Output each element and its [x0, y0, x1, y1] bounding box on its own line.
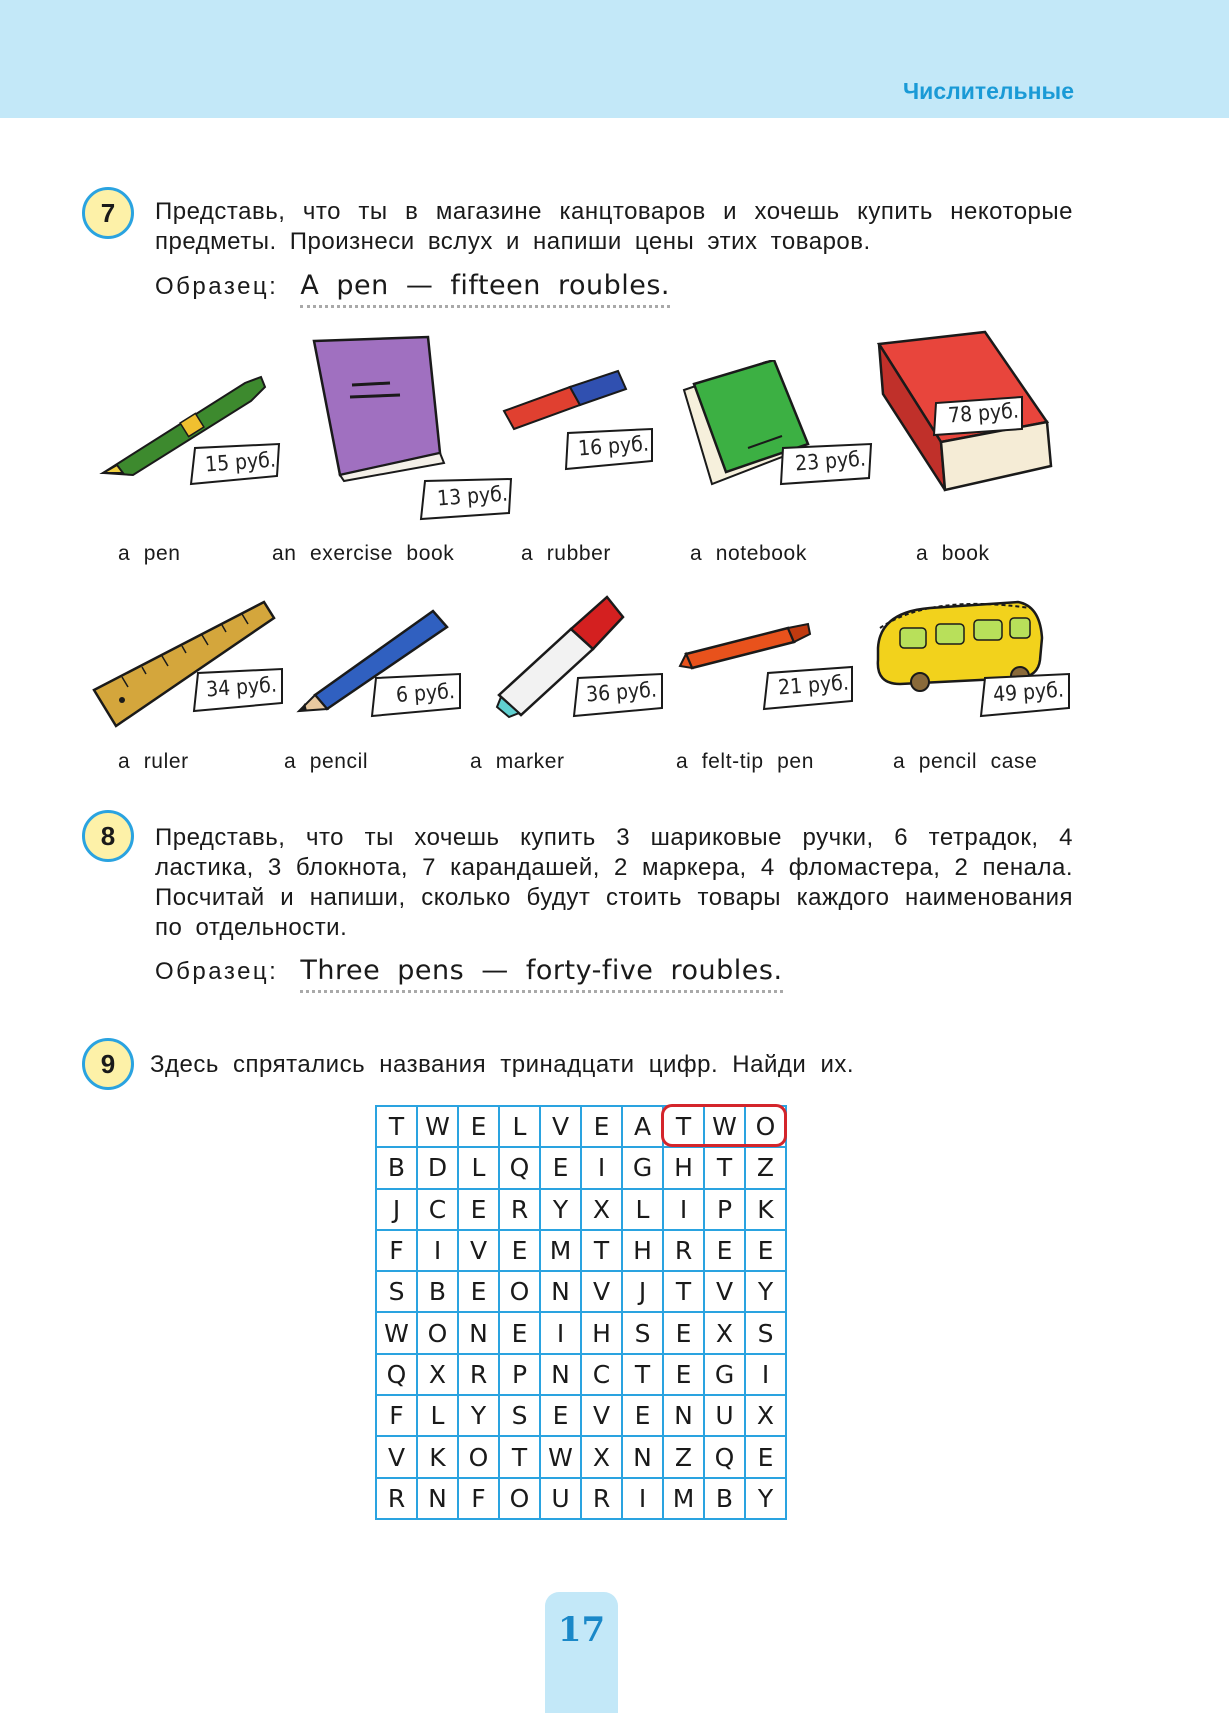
grid-cell[interactable]: N [623, 1437, 664, 1478]
task-9-text: Здесь спрятались названия тринадцати цифр. Найди их. [150, 1051, 855, 1078]
grid-cell[interactable]: I [623, 1479, 664, 1520]
grid-cell[interactable]: E [664, 1355, 705, 1396]
task-7-sample [155, 270, 670, 308]
grid-cell[interactable]: V [459, 1231, 500, 1272]
price-label: 49 руб. [992, 677, 1065, 707]
grid-cell[interactable]: K [418, 1437, 459, 1478]
task-number-9: 9 [82, 1038, 134, 1090]
grid-cell[interactable]: I [541, 1313, 582, 1354]
grid-cell[interactable]: G [705, 1355, 746, 1396]
grid-cell[interactable]: B [377, 1148, 418, 1189]
exercise-book-illustration [310, 335, 460, 485]
grid-cell[interactable]: W [377, 1313, 418, 1354]
grid-cell[interactable]: Q [705, 1437, 746, 1478]
price-label: 13 руб. [436, 481, 509, 511]
price-tag [775, 440, 875, 486]
grid-cell[interactable]: P [500, 1355, 541, 1396]
word-search-grid [375, 1105, 787, 1520]
item-caption: a marker [470, 750, 565, 773]
grid-cell[interactable]: F [459, 1479, 500, 1520]
price-tag [930, 395, 1026, 441]
grid-cell[interactable]: W [541, 1437, 582, 1478]
grid-cell[interactable]: E [705, 1231, 746, 1272]
grid-cell[interactable]: T [582, 1231, 623, 1272]
grid-cell[interactable]: J [623, 1272, 664, 1313]
price-label: 78 руб. [947, 398, 1020, 428]
grid-cell[interactable]: Q [377, 1355, 418, 1396]
found-word-highlight [661, 1104, 787, 1147]
item-caption: a rubber [521, 542, 612, 565]
item-caption: a pencil case [893, 750, 1038, 773]
grid-cell[interactable]: S [623, 1313, 664, 1354]
grid-cell[interactable]: Z [664, 1437, 705, 1478]
grid-cell[interactable]: U [541, 1479, 582, 1520]
page-number: 17 [557, 1610, 606, 1650]
grid-cell[interactable]: Z [746, 1148, 787, 1189]
grid-cell[interactable]: T [705, 1148, 746, 1189]
grid-cell[interactable]: M [664, 1479, 705, 1520]
grid-cell[interactable]: B [418, 1272, 459, 1313]
grid-cell[interactable]: F [377, 1396, 418, 1437]
grid-cell[interactable]: X [746, 1396, 787, 1437]
grid-cell[interactable]: B [705, 1479, 746, 1520]
grid-cell[interactable]: W [418, 1107, 459, 1148]
grid-cell[interactable]: I [746, 1355, 787, 1396]
grid-cell[interactable]: I [418, 1231, 459, 1272]
grid-cell[interactable]: E [500, 1231, 541, 1272]
grid-cell[interactable]: M [541, 1231, 582, 1272]
grid-cell[interactable]: J [377, 1190, 418, 1231]
price-tag [190, 665, 286, 713]
grid-cell[interactable]: X [418, 1355, 459, 1396]
task-8-sample [155, 955, 783, 993]
grid-cell[interactable]: I [582, 1148, 623, 1189]
grid-cell[interactable]: Q [500, 1148, 541, 1189]
price-tag [570, 670, 666, 718]
grid-cell[interactable]: C [418, 1190, 459, 1231]
grid-cell[interactable]: D [418, 1148, 459, 1189]
grid-cell[interactable]: C [582, 1355, 623, 1396]
price-tag [977, 670, 1073, 718]
grid-cell[interactable]: H [623, 1231, 664, 1272]
price-tag [415, 475, 515, 521]
grid-cell[interactable]: L [459, 1148, 500, 1189]
price-label: 21 руб. [777, 670, 850, 700]
item-caption: a notebook [690, 542, 807, 565]
grid-cell[interactable]: R [582, 1479, 623, 1520]
grid-cell[interactable]: N [459, 1313, 500, 1354]
felt-tip-pen-illustration [678, 620, 813, 670]
grid-cell[interactable]: T [377, 1107, 418, 1148]
grid-cell[interactable]: R [664, 1231, 705, 1272]
item-caption: a felt-tip pen [676, 750, 814, 773]
grid-cell[interactable]: E [459, 1107, 500, 1148]
grid-cell[interactable]: F [377, 1231, 418, 1272]
grid-cell[interactable]: E [459, 1272, 500, 1313]
grid-cell[interactable]: N [541, 1355, 582, 1396]
grid-cell[interactable]: E [664, 1313, 705, 1354]
grid-cell[interactable]: V [541, 1107, 582, 1148]
grid-cell[interactable]: O [500, 1272, 541, 1313]
price-label: 16 руб. [577, 431, 650, 461]
grid-cell[interactable]: R [459, 1355, 500, 1396]
grid-cell[interactable]: S [377, 1272, 418, 1313]
grid-cell[interactable]: O [500, 1479, 541, 1520]
grid-cell[interactable]: A [623, 1107, 664, 1148]
price-label: 23 руб. [794, 446, 867, 476]
chapter-title: Числительные [903, 78, 1074, 104]
grid-cell[interactable]: E [582, 1107, 623, 1148]
item-caption: a pencil [284, 750, 369, 773]
grid-cell[interactable]: V [582, 1272, 623, 1313]
grid-cell[interactable]: R [500, 1190, 541, 1231]
sample-text: A pen — fifteen roubles. [300, 270, 670, 308]
grid-cell[interactable]: N [664, 1396, 705, 1437]
item-caption: a pen [118, 542, 181, 565]
grid-cell[interactable]: V [705, 1272, 746, 1313]
grid-cell[interactable]: S [746, 1313, 787, 1354]
price-tag [560, 425, 656, 471]
grid-cell[interactable]: E [746, 1231, 787, 1272]
grid-cell[interactable]: L [418, 1396, 459, 1437]
grid-cell[interactable]: Y [541, 1190, 582, 1231]
grid-cell[interactable]: L [500, 1107, 541, 1148]
grid-cell[interactable]: O [459, 1437, 500, 1478]
grid-cell[interactable]: X [582, 1190, 623, 1231]
price-label: 6 руб. [395, 678, 456, 708]
item-caption: a book [916, 542, 990, 565]
price-label: 36 руб. [585, 677, 658, 707]
task-7-text: Представь, что ты в магазине канцтоваров и хочешь купить некоторые предметы. Произнеси вслух и напиши цены этих товаров. [155, 198, 1073, 255]
grid-cell[interactable]: X [582, 1437, 623, 1478]
grid-cell[interactable]: T [500, 1437, 541, 1478]
price-tag [760, 665, 856, 711]
price-label: 15 руб. [204, 447, 277, 477]
grid-cell[interactable]: P [705, 1190, 746, 1231]
grid-cell[interactable]: T [623, 1355, 664, 1396]
grid-cell[interactable]: E [623, 1396, 664, 1437]
grid-cell[interactable]: O [746, 1107, 787, 1148]
grid-cell[interactable]: T [664, 1272, 705, 1313]
grid-cell[interactable]: H [582, 1313, 623, 1354]
sample-text: Three pens — forty-five roubles. [300, 955, 782, 993]
grid-cell[interactable]: E [500, 1313, 541, 1354]
grid-cell[interactable]: Y [746, 1479, 787, 1520]
grid-cell[interactable]: H [664, 1148, 705, 1189]
grid-cell[interactable]: X [705, 1313, 746, 1354]
grid-cell[interactable]: O [418, 1313, 459, 1354]
grid-cell[interactable]: N [541, 1272, 582, 1313]
grid-cell[interactable]: E [459, 1190, 500, 1231]
grid-cell[interactable]: T [664, 1107, 705, 1148]
price-label: 34 руб. [205, 672, 278, 702]
grid-cell[interactable]: V [377, 1437, 418, 1478]
item-caption: an exercise book [272, 542, 455, 565]
grid-cell[interactable]: I [664, 1190, 705, 1231]
price-tag [368, 672, 464, 718]
grid-cell[interactable]: R [377, 1479, 418, 1520]
grid-cell[interactable]: S [500, 1396, 541, 1437]
task-8-text: Представь, что ты хочешь купить 3 шариковые ручки, 6 тетрадок, 4 ластика, 3 блокнота, 7 карандашей, 2 маркера, 4 фломастера, 2 пенала. Посчитай и напиши, сколько будут стоить товары каждого наименования по отдельности. [155, 824, 1073, 941]
grid-cell[interactable]: Y [459, 1396, 500, 1437]
grid-cell[interactable]: E [541, 1396, 582, 1437]
sample-label: Образец: [155, 958, 279, 985]
sample-label: Образец: [155, 273, 279, 300]
price-tag [185, 440, 285, 486]
grid-cell[interactable]: Y [746, 1272, 787, 1313]
task-number-8: 8 [82, 810, 134, 862]
grid-cell[interactable]: E [746, 1437, 787, 1478]
grid-cell[interactable]: E [541, 1148, 582, 1189]
grid-cell[interactable]: V [582, 1396, 623, 1437]
grid-cell[interactable]: G [623, 1148, 664, 1189]
grid-cell[interactable]: K [746, 1190, 787, 1231]
grid-cell[interactable]: N [418, 1479, 459, 1520]
grid-cell[interactable]: L [623, 1190, 664, 1231]
item-caption: a ruler [118, 750, 189, 773]
task-number-7: 7 [82, 187, 134, 239]
grid-cell[interactable]: U [705, 1396, 746, 1437]
grid-cell[interactable]: W [705, 1107, 746, 1148]
